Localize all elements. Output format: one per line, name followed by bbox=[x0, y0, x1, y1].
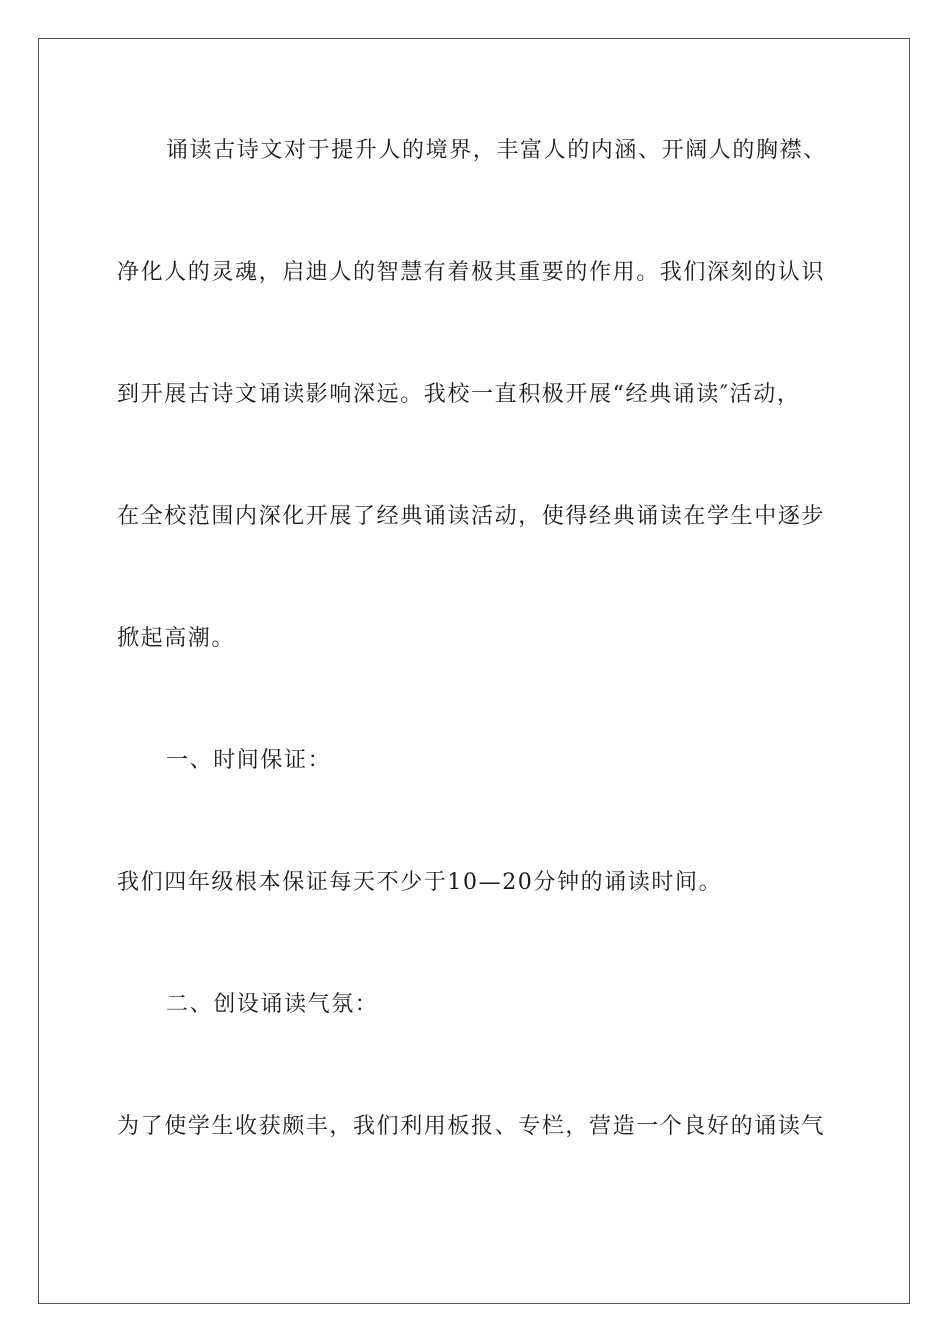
paragraph-line-3: 到开展古诗文诵读影响深远。我校一直积极开展“经典诵读″活动， bbox=[117, 382, 801, 407]
paragraph-atmosphere: 为了使学生收获颇丰，我们利用板报、专栏，营造一个良好的诵读气 bbox=[117, 1114, 826, 1139]
section-heading-atmosphere: 二、创设诵读气氛： bbox=[166, 992, 379, 1017]
section-heading-time: 一、时间保证： bbox=[166, 748, 332, 773]
paragraph-line-4: 在全校范围内深化开展了经典诵读活动，使得经典诵读在学生中逐步 bbox=[117, 504, 826, 529]
paragraph-time-guarantee: 我们四年级根本保证每天不少于10—20分钟的诵读时间。 bbox=[117, 870, 723, 895]
paragraph-line-1: 诵读古诗文对于提升人的境界，丰富人的内涵、开阔人的胸襟、 bbox=[166, 138, 827, 163]
paragraph-line-5: 掀起高潮。 bbox=[117, 626, 236, 651]
paragraph-line-2: 净化人的灵魂，启迪人的智慧有着极其重要的作用。我们深刻的认识 bbox=[117, 260, 826, 285]
